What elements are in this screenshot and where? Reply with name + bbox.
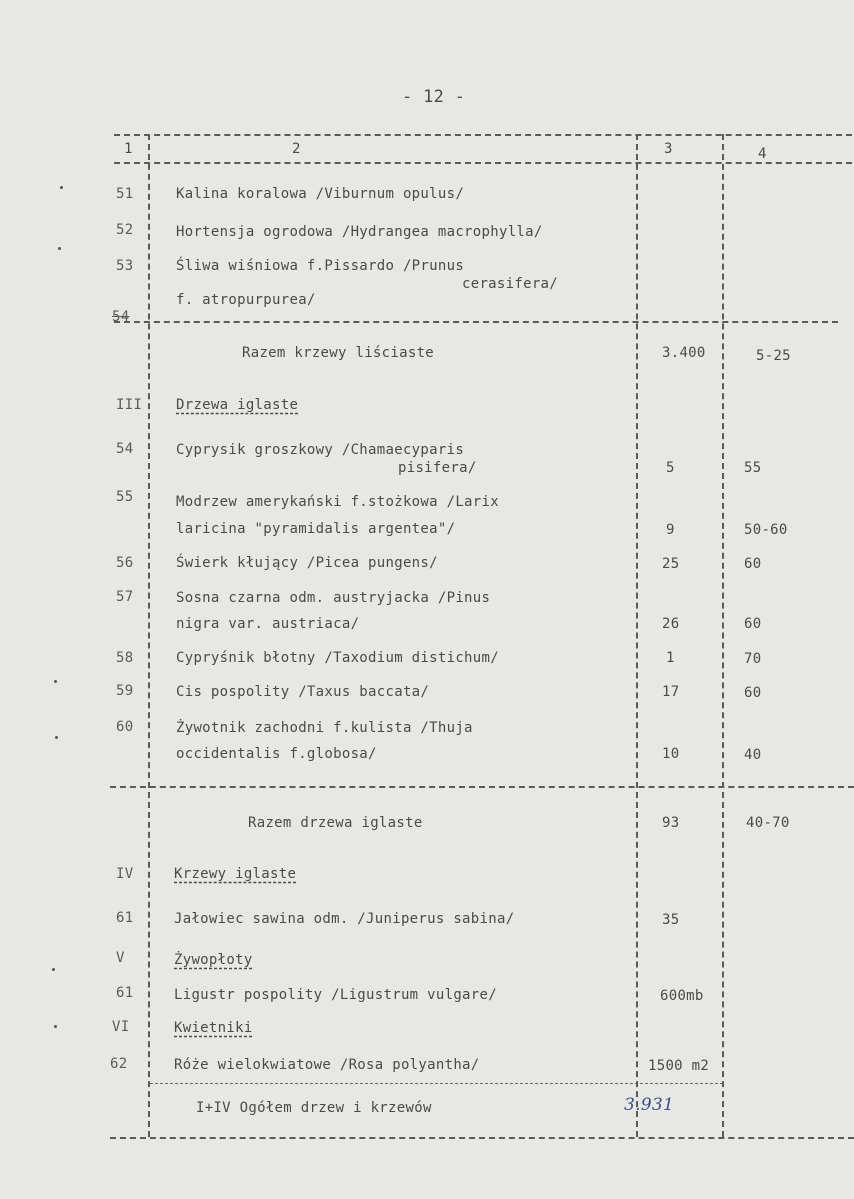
row-height: 60 — [744, 685, 762, 701]
row-description-cont: occidentalis f.globosa/ — [176, 746, 377, 762]
header-col-4: 4 — [758, 146, 767, 162]
row-number: 58 — [116, 650, 134, 666]
subtotal-height: 40-70 — [746, 815, 790, 831]
row-height: 60 — [744, 616, 762, 632]
header-rule — [114, 162, 852, 164]
margin-speck — [54, 1025, 57, 1028]
row-description-cont: pisifera/ — [398, 460, 477, 476]
row-count: 35 — [662, 912, 680, 928]
section-title: Żywopłoty — [174, 952, 253, 968]
subtotal-count: 93 — [662, 815, 680, 831]
row-description: Cypryśnik błotny /Taxodium distichum/ — [176, 650, 499, 666]
subtotal-height: 5-25 — [756, 348, 791, 364]
row-description-cont: f. atropurpurea/ — [176, 292, 316, 308]
section-number: III — [116, 397, 143, 413]
row-height: 55 — [744, 460, 762, 476]
row-description-cont: laricina "pyramidalis argentea"/ — [176, 521, 456, 537]
header-col-2: 2 — [292, 141, 301, 157]
row-height: 70 — [744, 651, 762, 667]
row-number: 52 — [116, 222, 134, 238]
row-description: Świerk kłujący /Picea pungens/ — [176, 555, 438, 571]
row-height: 40 — [744, 747, 762, 763]
row-number: 60 — [116, 719, 134, 735]
page-number: - 12 - — [402, 87, 466, 107]
subtotal-label: Razem drzewa iglaste — [248, 815, 423, 831]
row-count: 25 — [662, 556, 680, 572]
section-title: Drzewa iglaste — [176, 397, 299, 413]
row-number: 51 — [116, 186, 134, 202]
row-count: 17 — [662, 684, 680, 700]
row-count: 5 — [666, 460, 675, 476]
row-description: Kalina koralowa /Viburnum opulus/ — [176, 186, 465, 202]
row-height: 60 — [744, 556, 762, 572]
section-number: IV — [116, 866, 134, 882]
header-col-3: 3 — [664, 141, 673, 157]
row-description-cont: cerasifera/ — [462, 276, 559, 292]
row-description: Żywotnik zachodni f.kulista /Thuja — [176, 720, 473, 736]
section-number: VI — [112, 1019, 130, 1035]
table-bottom-rule — [110, 1137, 854, 1139]
column-divider-2 — [636, 134, 638, 1137]
row-description: Jałowiec sawina odm. /Juniperus sabina/ — [174, 911, 515, 927]
row-number: 56 — [116, 555, 134, 571]
margin-speck — [54, 680, 57, 683]
row-number: 59 — [116, 683, 134, 699]
subtotal-label: Razem krzewy liściaste — [242, 345, 435, 361]
margin-speck — [52, 968, 55, 971]
section-title: Krzewy iglaste — [174, 866, 297, 882]
row-count: 9 — [666, 522, 675, 538]
row-description: Ligustr pospolity /Ligustrum vulgare/ — [174, 987, 497, 1003]
row-description: Róże wielokwiatowe /Rosa polyantha/ — [174, 1057, 480, 1073]
row-height: 50-60 — [744, 522, 788, 538]
row-count: 600mb — [660, 988, 704, 1004]
row-description: Cyprysik groszkowy /Chamaecyparis — [176, 442, 465, 458]
row-count: 26 — [662, 616, 680, 632]
row-number: 54 — [112, 309, 130, 325]
section-rule-1 — [114, 321, 838, 323]
margin-speck — [58, 247, 61, 250]
row-count: 1 — [666, 650, 675, 666]
column-divider-1 — [148, 134, 150, 1137]
row-number: 55 — [116, 489, 134, 505]
section-title: Kwietniki — [174, 1020, 253, 1036]
total-label: I+IV Ogółem drzew i krzewów — [196, 1100, 432, 1116]
row-description-cont: nigra var. austriaca/ — [176, 616, 360, 632]
header-col-1: 1 — [124, 141, 133, 157]
row-number: 62 — [110, 1056, 128, 1072]
column-divider-3 — [722, 134, 724, 1137]
section-number: V — [116, 950, 125, 966]
row-number: 61 — [116, 910, 134, 926]
row-description: Hortensja ogrodowa /Hydrangea macrophylla/ — [176, 224, 543, 240]
row-count: 10 — [662, 746, 680, 762]
row-description: Śliwa wiśniowa f.Pissardo /Prunus — [176, 258, 465, 274]
section-rule-2 — [110, 786, 854, 788]
row-number: 53 — [116, 258, 134, 274]
margin-speck — [60, 186, 63, 189]
row-description: Sosna czarna odm. austryjacka /Pinus — [176, 590, 491, 606]
row-description: Modrzew amerykański f.stożkowa /Larix — [176, 494, 499, 510]
row-number: 57 — [116, 589, 134, 605]
subtotal-count: 3.400 — [662, 345, 706, 361]
margin-speck — [55, 736, 58, 739]
row-description: Cis pospolity /Taxus baccata/ — [176, 684, 430, 700]
total-value-handwritten: 3.931 — [624, 1095, 675, 1115]
row-number: 61 — [116, 985, 134, 1001]
table-top-rule — [114, 134, 852, 136]
row-number: 54 — [116, 441, 134, 457]
row-count: 1500 m2 — [648, 1058, 710, 1074]
